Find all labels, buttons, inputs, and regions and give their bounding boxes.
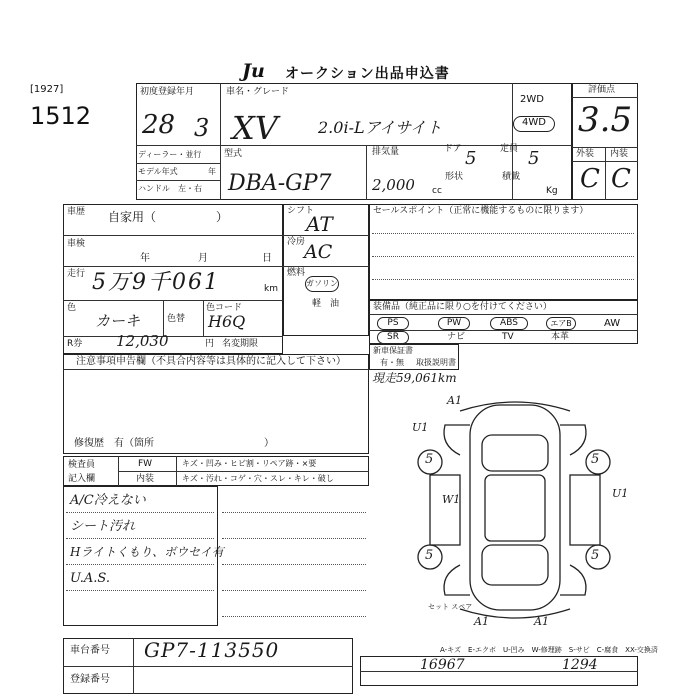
bottom-number-2: 1294 — [562, 657, 598, 673]
mileage-label: 走行 — [67, 269, 86, 279]
damage-w1: W1 — [442, 493, 461, 506]
grade-value: 2.0i-Lアイサイト — [318, 118, 443, 137]
car-damage-diagram — [400, 395, 630, 627]
score-value: 3.5 — [578, 100, 633, 140]
eq-tv: TV — [502, 332, 514, 342]
fw-label: FW — [138, 459, 153, 469]
equipment-label: 装備品（純正品に限り○を付けてください） — [373, 302, 552, 312]
bottom-number-1: 16967 — [420, 657, 465, 673]
diesel-label: 軽 油 — [312, 299, 340, 309]
corner-id: [1927] — [30, 84, 64, 95]
inspection-label: 車検 — [67, 239, 86, 249]
car-name-value: XV — [232, 109, 278, 147]
4wd-circled: 4WD — [513, 116, 555, 132]
inspection-year: 年 — [140, 253, 150, 264]
interior-value: C — [611, 164, 631, 194]
fuel-circled: ガソリン — [305, 276, 339, 292]
capacity-value: 5 — [528, 148, 540, 169]
wheel-fr: 5 — [591, 452, 600, 467]
mileage-value: 5万9千061 — [92, 270, 220, 295]
eq-abs: ABS — [490, 317, 528, 330]
history-label: 車歴 — [67, 207, 86, 217]
recycle-value: 12,030 — [116, 332, 169, 350]
mileage-note: 現走59,061km — [372, 371, 457, 385]
chassis-label: 車台番号 — [70, 645, 110, 656]
registration-label: 登録番号 — [70, 674, 110, 685]
note-line-3: Hライトくもり、ボウセイ有 — [70, 545, 224, 559]
damage-a1-front: A1 — [447, 394, 462, 407]
weight-label: 積載 — [502, 172, 521, 182]
exterior-label: 外装 — [576, 149, 595, 159]
spare-label: セット スペア — [428, 603, 473, 611]
eq-navi: ナビ — [447, 332, 466, 342]
damage-u1-left: U1 — [412, 421, 429, 434]
title-transfer-label: 名変期限 — [222, 339, 259, 349]
eq-pw: PW — [438, 317, 470, 330]
inspector-items: キズ・凹み・ヒビ割・リペア跡・×要 — [182, 459, 317, 468]
recycle-unit: 円 — [205, 339, 215, 349]
sales-point-label: セールスポイント（正常に機能するものに限ります） — [373, 206, 589, 216]
sales-point-box — [369, 204, 638, 300]
reg-year-value: 28 — [142, 110, 176, 140]
wheel-rr: 5 — [591, 548, 600, 563]
reg-month-value: 3 — [194, 114, 210, 142]
body-label: 形状 — [445, 172, 464, 182]
history-value: 自家用（ ） — [108, 210, 229, 224]
displacement-value: 2,000 — [372, 176, 415, 194]
ac-value: AC — [304, 241, 333, 263]
interior-row-label: 内装 — [136, 474, 155, 484]
color-value: カーキ — [95, 312, 141, 330]
mileage-unit: km — [264, 284, 278, 294]
note-line-4: U.A.S. — [70, 571, 110, 586]
interior-items: キズ・汚れ・コゲ・穴・スレ・キレ・破し — [182, 474, 334, 483]
eq-ps: PS — [377, 317, 409, 330]
kg-label: Kg — [546, 186, 558, 196]
chassis-value: GP7-113550 — [144, 638, 280, 662]
note-line-1: A/C冷えない — [70, 493, 146, 508]
notes-header: 注意事項申告欄（不具合内容等は具体的に記入して下さい） — [76, 356, 346, 367]
score-label: 評価点 — [588, 85, 616, 95]
2wd-label: 2WD — [520, 94, 544, 105]
eq-aw: AW — [604, 318, 621, 329]
repair-history: 修復歴 有（箇所 ） — [74, 438, 274, 449]
color-code-value: H6Q — [208, 312, 246, 331]
wheel-fl: 5 — [425, 452, 434, 467]
warranty-label: 新車保証書 — [373, 346, 413, 355]
ac-label: 冷房 — [287, 237, 306, 247]
inspection-month: 月 — [198, 253, 208, 264]
shift-value: AT — [306, 212, 333, 236]
cc-label: cc — [432, 186, 442, 196]
manual-label: 取扱説明書 — [416, 358, 456, 367]
recycle-label: R券 — [67, 339, 83, 349]
first-registration-label: 初度登録年月 — [140, 87, 195, 97]
eq-sr: SR — [377, 331, 409, 344]
shift-label: シフト — [287, 206, 315, 216]
fuel-label: 燃料 — [287, 268, 306, 278]
note-line-2: シート汚れ — [70, 519, 136, 534]
eq-airbag: エアB — [546, 317, 576, 330]
damage-legend: A-キズ E-エクボ U-凹み W-修理跡 S-サビ C-腐食 XX-交換済 — [440, 646, 658, 654]
model-year-unit: 年 — [208, 167, 216, 176]
color-change-label: 色替 — [167, 314, 186, 324]
eq-leather: 本革 — [551, 332, 570, 342]
model-year-label: モデル年式 — [138, 167, 178, 176]
wheel-rl: 5 — [425, 548, 434, 563]
displacement-label: 排気量 — [372, 147, 400, 157]
dealer-label: ディーラー・並行 — [138, 150, 202, 159]
warranty-options: 有・無 — [380, 358, 404, 367]
lot-number: 1512 — [30, 102, 92, 130]
exterior-value: C — [580, 164, 600, 194]
capacity-label: 定員 — [500, 144, 519, 154]
color-code-label: 色コード — [206, 303, 243, 313]
damage-u1-right: U1 — [612, 487, 629, 500]
inspection-day: 日 — [262, 253, 272, 264]
entry-label: 記入欄 — [68, 474, 96, 484]
model-value: DBA-GP7 — [228, 171, 332, 196]
color-label: 色 — [67, 303, 77, 313]
model-type-label: 型式 — [224, 149, 243, 159]
ju-logo: Ju — [242, 60, 265, 82]
damage-a1-rear-left: A1 — [474, 615, 489, 628]
damage-a1-rear-right: A1 — [534, 615, 549, 628]
form-title: オークション出品申込書 — [285, 66, 450, 82]
car-name-label: 車名・グレード — [226, 87, 290, 97]
doors-label: ドア — [444, 144, 462, 154]
doors-value: 5 — [465, 148, 477, 169]
inspector-label: 検査員 — [68, 460, 96, 470]
handle-label: ハンドル 左・右 — [138, 184, 202, 193]
interior-label: 内装 — [610, 149, 629, 159]
